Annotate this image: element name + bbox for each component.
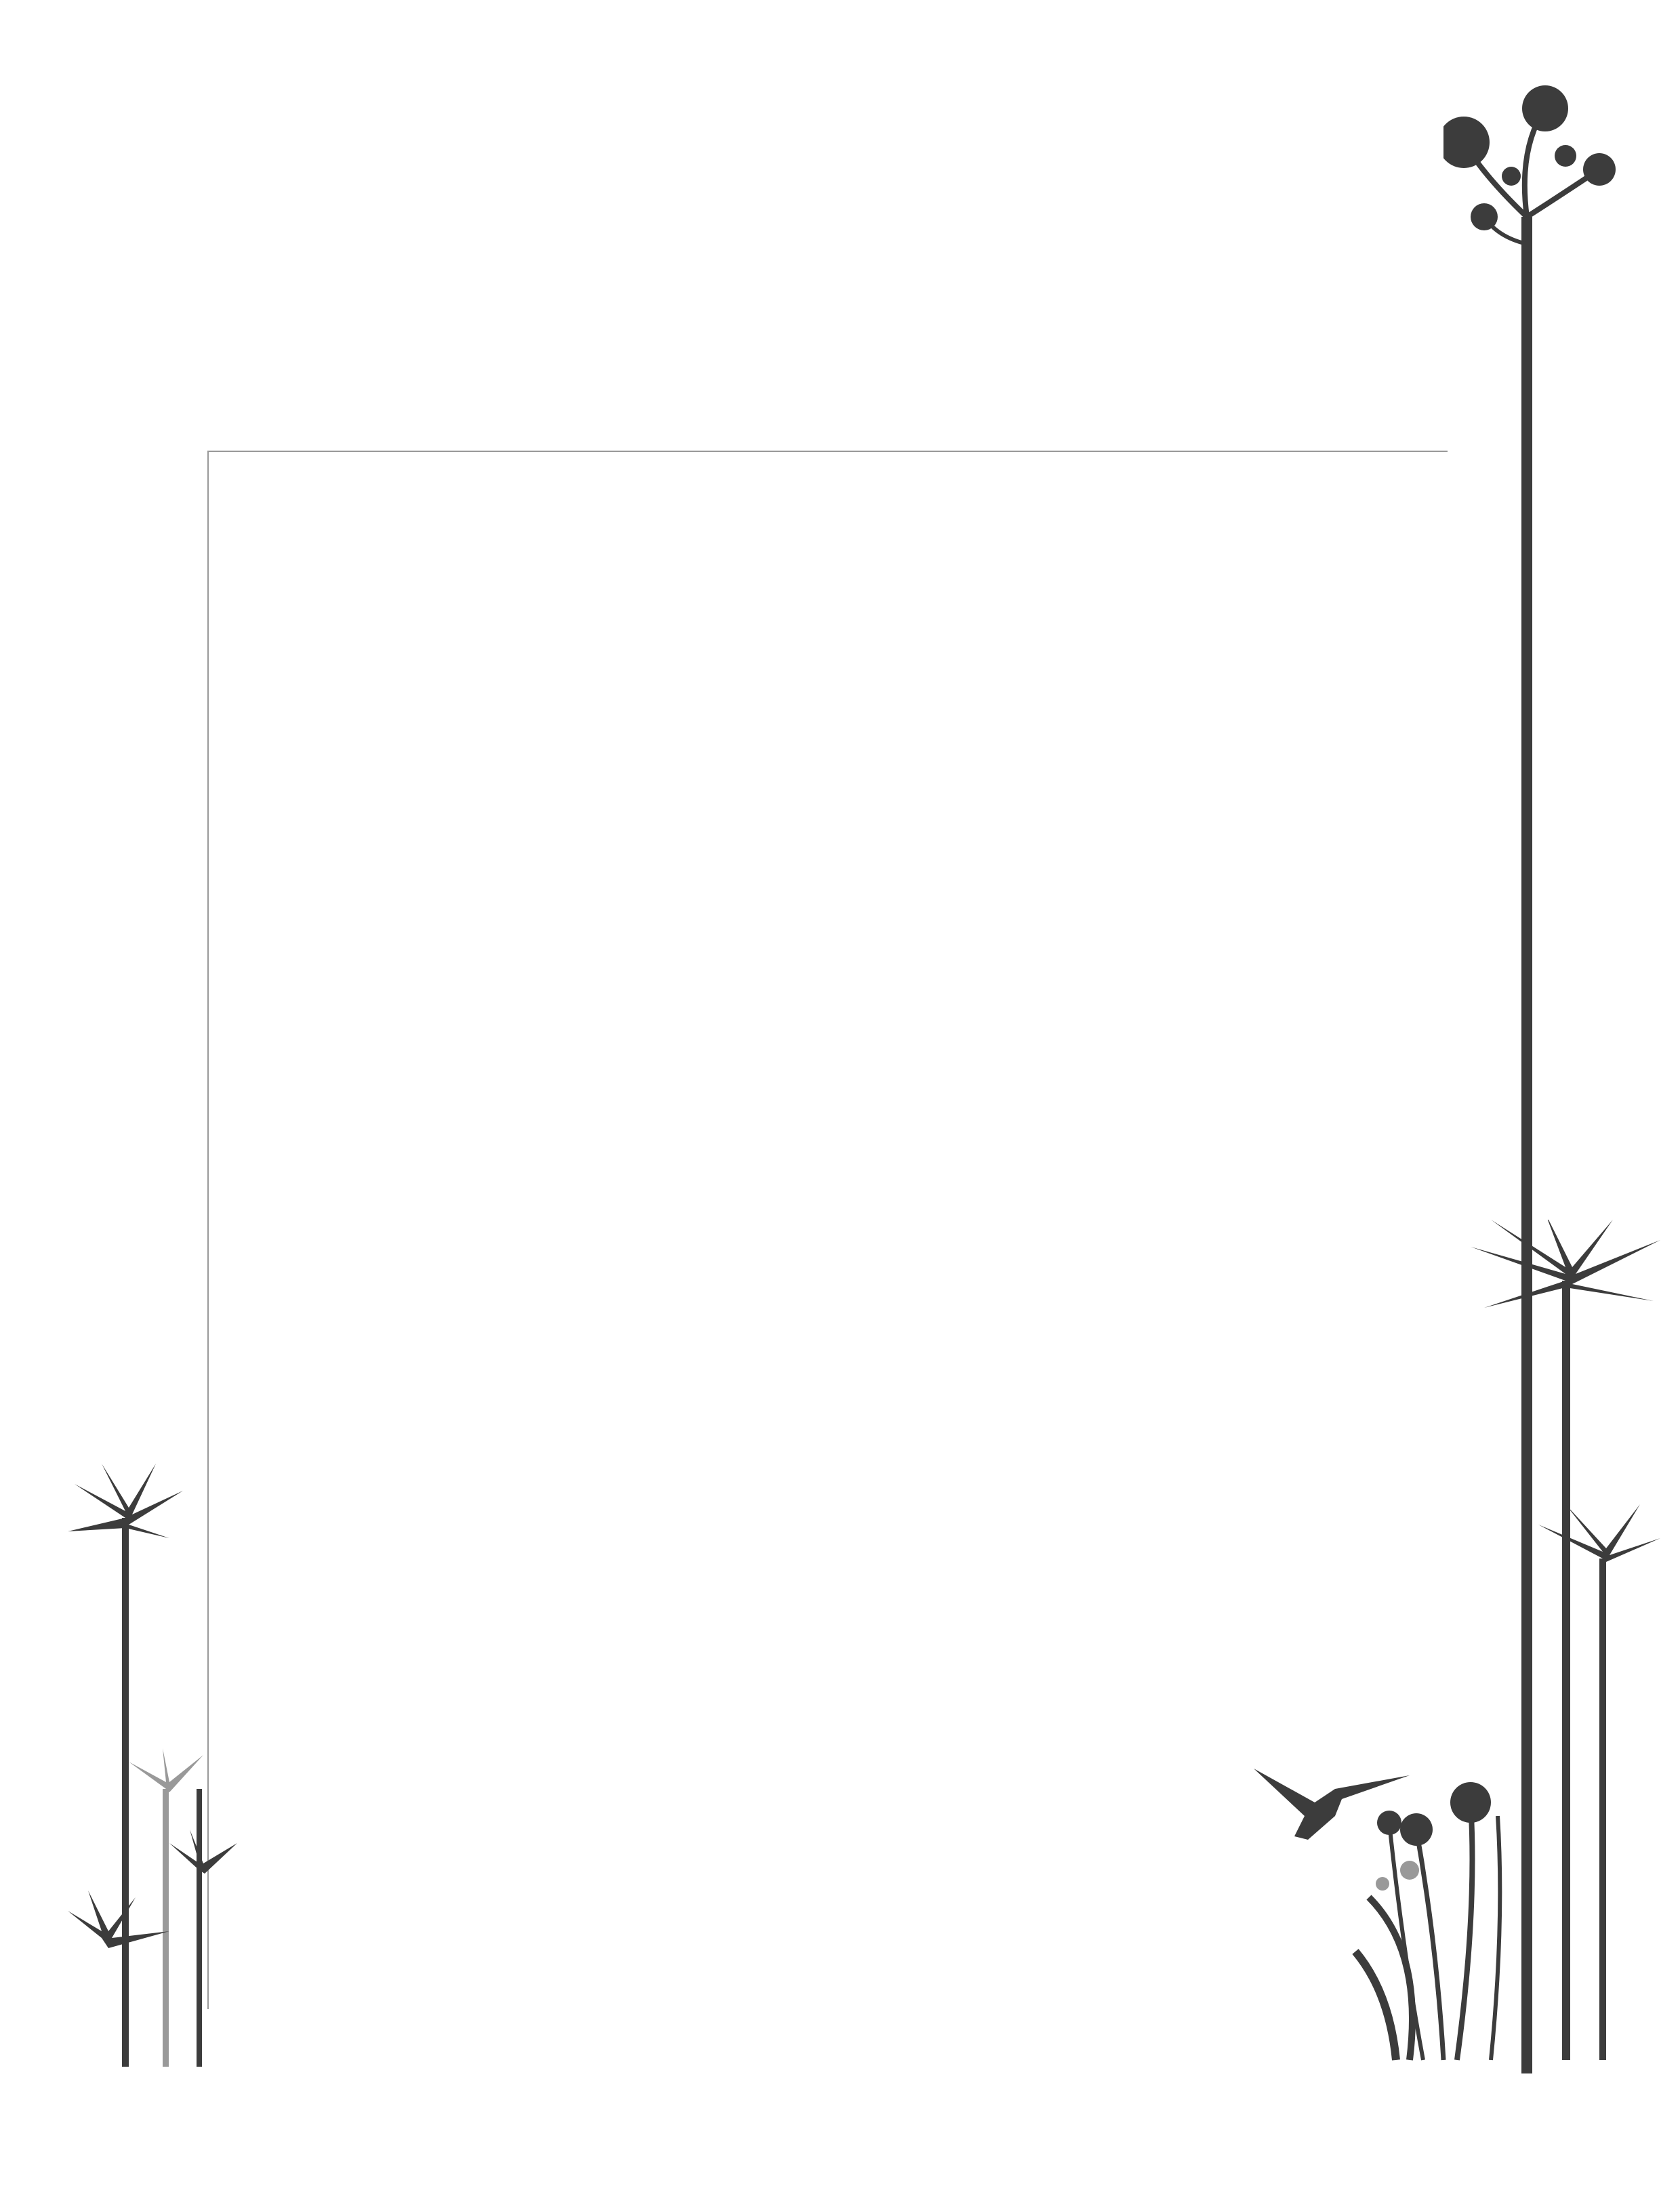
- palm-plant-icon: [61, 1464, 251, 2073]
- wildflowers-icon: [1328, 1775, 1654, 2073]
